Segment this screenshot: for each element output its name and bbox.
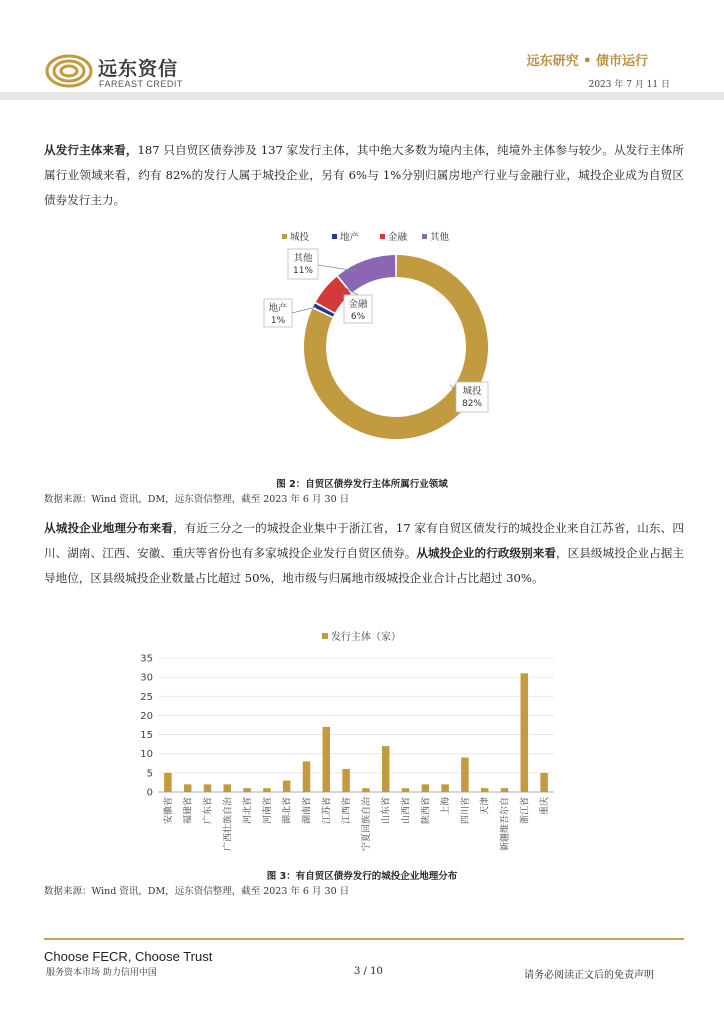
- slice-name-label: 金融: [348, 299, 368, 310]
- paragraph-lead-2: 从城投企业的行政级别来看: [416, 546, 557, 560]
- footer-subslogan: 服务资本市场 助力信用中国: [46, 968, 157, 978]
- bar-axis: [158, 792, 554, 851]
- slice-name-label: 地产: [268, 303, 288, 314]
- bar: [224, 784, 232, 792]
- x-tick-label: 重庆: [540, 797, 551, 816]
- paragraph-text: ，有近三分之一的城投企业集中于浙江省，17 家有自贸区债发行的城投企业来自江苏省，山东、四川、湖南、江西、安徽、重庆等省份也有多家城投企业发行自贸区债券。: [44, 521, 684, 560]
- figure2-caption: 图 2：自贸区债券发行主体所属行业领域: [276, 479, 448, 490]
- bar: [521, 673, 529, 792]
- bar: [164, 773, 172, 792]
- slice-value-label: 6%: [350, 312, 366, 322]
- bar: [243, 788, 251, 792]
- donut-slice: [338, 255, 395, 293]
- legend-swatch: [282, 234, 287, 239]
- footer-rule: [44, 938, 684, 940]
- x-tick-label: 安徽省: [163, 797, 174, 825]
- x-tick-label: 河北省: [243, 797, 254, 825]
- figure2-source: 数据来源：Wind 资讯，DM，远东资信整理，截至 2023 年 6 月 30 日: [44, 494, 350, 505]
- legend-swatch: [322, 633, 328, 639]
- x-tick-label: 湖北省: [282, 797, 293, 825]
- y-tick-label: 30: [140, 672, 153, 684]
- bar: [402, 788, 410, 792]
- logo-name-cn: 远东资信: [98, 58, 179, 80]
- bar: [441, 784, 449, 792]
- page-number: 3 / 10: [354, 966, 383, 977]
- figure3-caption: 图 3：有自贸区债券发行的城投企业地理分布: [266, 871, 458, 882]
- y-tick-label: 0: [146, 787, 153, 799]
- paragraph-geography: [44, 516, 684, 591]
- x-tick-label: 天津: [480, 797, 491, 816]
- bar: [362, 788, 370, 792]
- x-tick-label: 广西壮族自治: [223, 797, 234, 852]
- legend-swatch: [380, 234, 385, 239]
- paragraph-text: 187 只自贸区债券涉及 137 家发行主体，其中绝大多数为境内主体，纯境外主体参与较少。从发行主体所属行业领域来看，约有 82%的发行人属于城投企业，另有 6%与 1%分别归属房地产行业与金融行业，城投企业成为自贸区债券发行主力。: [44, 143, 684, 207]
- y-tick-label: 15: [140, 730, 153, 742]
- industry-donut-chart: [250, 225, 510, 470]
- bar-series: [164, 673, 548, 792]
- legend-swatch: [332, 234, 337, 239]
- legend-label: 金融: [388, 232, 408, 243]
- legend-label: 地产: [340, 232, 360, 243]
- bar: [481, 788, 489, 792]
- bar: [303, 761, 311, 792]
- bar: [382, 746, 390, 792]
- x-tick-label: 江苏省: [322, 797, 333, 825]
- slice-name-label: 其他: [293, 253, 313, 264]
- bar: [204, 784, 212, 792]
- x-tick-label: 新疆维吾尔自: [500, 797, 511, 852]
- section-title: 远东研究 • 债市运行: [526, 54, 648, 69]
- paragraph-issuers: [44, 138, 684, 213]
- bar-legend: [322, 630, 401, 643]
- bar: [323, 727, 331, 792]
- province-bar-chart: [130, 625, 590, 860]
- paragraph-text-2: ，区县级城投企业占据主导地位，区县级城投企业数量占比超过 50%，地市级与归属地市级城投企业合计占比超过 30%。: [44, 546, 684, 585]
- x-tick-label: 山东省: [381, 797, 392, 825]
- footer-slogan: Choose FECR, Choose Trust: [44, 949, 213, 964]
- bar: [501, 788, 509, 792]
- x-tick-label: 宁夏回族自治: [361, 797, 372, 852]
- slice-value-label: 11%: [292, 266, 314, 276]
- x-tick-label: 河南省: [262, 797, 273, 825]
- x-tick-label: 山西省: [401, 797, 412, 825]
- x-tick-label: 福建省: [183, 797, 194, 825]
- donut-legend: [282, 231, 450, 243]
- x-tick-label: 浙江省: [520, 797, 531, 825]
- y-tick-label: 20: [140, 710, 153, 722]
- legend-label: 城投: [290, 232, 310, 243]
- x-tick-label: 广东省: [203, 797, 214, 825]
- fareast-logo-icon: [44, 50, 94, 90]
- legend-swatch: [422, 234, 427, 239]
- legend-label: 发行主体（家）: [331, 632, 401, 643]
- bar: [461, 758, 469, 792]
- disclaimer-note: 请务必阅读正文后的免责声明: [524, 970, 654, 981]
- x-tick-label: 上海: [441, 797, 452, 816]
- y-tick-label: 35: [140, 653, 153, 665]
- bar: [263, 788, 271, 792]
- header-band: [0, 92, 724, 100]
- y-tick-label: 5: [146, 768, 153, 780]
- logo-name-en: FAREAST CREDIT: [99, 79, 183, 89]
- bar: [184, 784, 192, 792]
- x-tick-label: 四川省: [460, 797, 471, 825]
- report-date: 2023 年 7 月 11 日: [588, 80, 670, 90]
- x-tick-label: 陕西省: [421, 797, 432, 825]
- paragraph-lead: 从城投企业地理分布来看: [44, 521, 173, 535]
- bar: [283, 781, 291, 792]
- bar: [422, 784, 430, 792]
- figure3-source: 数据来源：Wind 资讯，DM，远东资信整理，截至 2023 年 6 月 30 日: [44, 886, 350, 897]
- bar: [540, 773, 548, 792]
- paragraph-lead: 从发行主体来看，: [44, 143, 138, 157]
- x-tick-label: 湖南省: [302, 797, 313, 825]
- slice-value-label: 1%: [270, 316, 286, 326]
- legend-label: 其他: [430, 232, 450, 243]
- bar: [342, 769, 350, 792]
- slice-value-label: 82%: [461, 399, 483, 409]
- x-tick-label: 江西省: [342, 797, 353, 825]
- slice-name-label: 城投: [462, 386, 482, 397]
- y-tick-label: 10: [140, 749, 153, 761]
- y-tick-label: 25: [140, 691, 153, 703]
